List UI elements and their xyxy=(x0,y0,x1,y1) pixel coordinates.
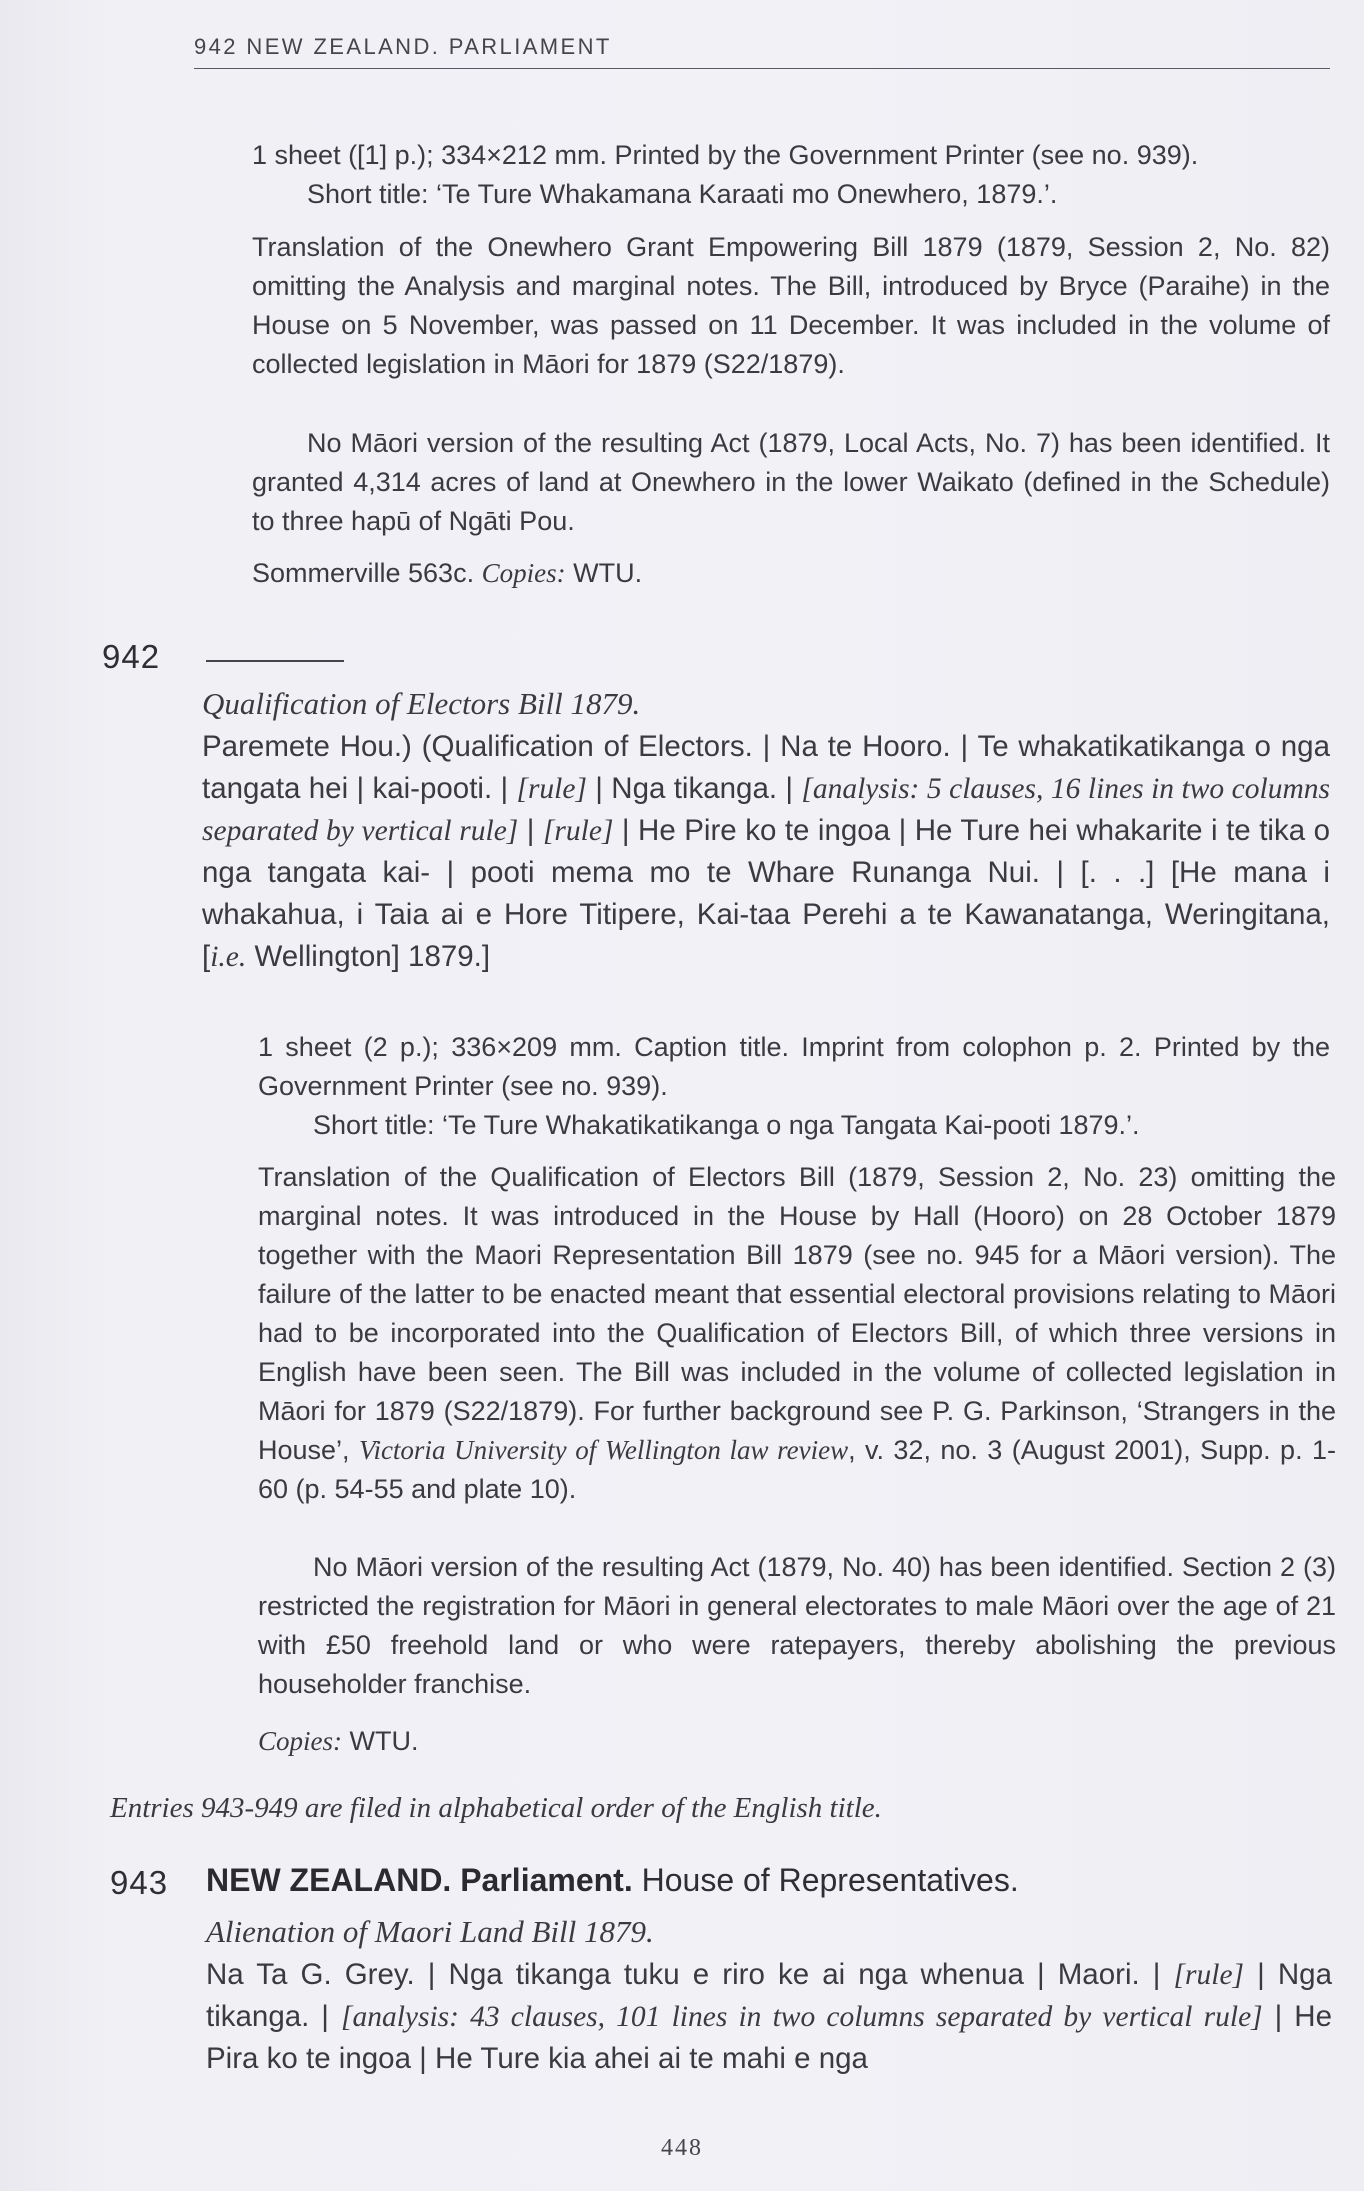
entry-943-transcription xyxy=(206,1954,1332,2080)
entry-942-note-2: No Māori version of the resulting Act (1879, No. 40) has been identified. Section 2 (3) restricted the registration for Māori in general electorates to male Māori over the age of 21 with £50 freehold land or who were ratepayers, thereby abolishing the previous householder franchise. xyxy=(258,1552,1336,1699)
entry-942-copies-value: WTU. xyxy=(342,1726,419,1756)
entry-942-transcription-part: Paremete Hou.) (Qualification of Electors. | Na te Hooro. | Te whakatikatikanga o nga tangata hei | kai-pooti. | xyxy=(202,730,1330,805)
entry-943-title: Alienation of Maori Land Bill 1879. xyxy=(206,1914,654,1949)
entry-942-number: 942 xyxy=(102,638,161,675)
entry-942-transcription-ie: i.e. xyxy=(210,941,247,973)
entry-942-physical-description xyxy=(258,1028,1330,1145)
entry-942-transcription-rule: [rule] xyxy=(542,815,614,847)
entry-943-transcription-rule: [rule] xyxy=(1173,1959,1245,1991)
entry-943-number: 943 xyxy=(110,1864,169,1901)
entry-942-note-1 xyxy=(258,1158,1336,1509)
entry-942-transcription xyxy=(202,726,1330,978)
entry-942-note-1-tail: , v. 32, no. 3 (August 2001), Supp. p. 1-60 (p. 54-55 and plate 10). xyxy=(258,1435,1336,1504)
entry-942-transcription-part: | He Pire ko te ingoa | He Ture hei whakarite i te tika o nga tangata kai- | pooti mema mo te Whare Runanga Nui. | [. . .] [He mana i whakahua, i Taia ai e Hore Titipere, Kai-taa Perehi a te Kawanatanga, Weringitana, [ xyxy=(202,814,1330,973)
entry-943-transcription-part: | Nga tikanga. | xyxy=(206,1958,1332,2033)
entry-941-note-1: Translation of the Onewhero Grant Empowering Bill 1879 (1879, Session 2, No. 82) omitting the Analysis and marginal notes. The Bill, introduced by Bryce (Paraihe) in the House on 5 November, was passed on 11 December. It was included in the volume of collected legislation in Māori for 1879 (S22/1879). xyxy=(252,232,1330,379)
entry-943-transcription-part: | He Pira ko te ingoa | He Ture kia ahei ai te mahi e nga xyxy=(206,2000,1333,2075)
entry-942-journal-title: Victoria University of Wellington law review xyxy=(358,1435,849,1465)
header-rule xyxy=(194,68,1330,69)
entry-942-transcription-part: | Nga tikanga. | xyxy=(586,772,802,805)
entry-942-transcription-part: | xyxy=(518,814,543,847)
entry-942-short-title: Short title: ‘Te Ture Whakatikatikanga o nga Tangata Kai-pooti 1879.’. xyxy=(313,1110,1140,1140)
entry-941-references xyxy=(252,554,1330,593)
entry-942-physical-text: 1 sheet (2 p.); 336×209 mm. Caption title. Imprint from colophon p. 2. Printed by the Government Printer (see no. 939). xyxy=(258,1032,1330,1101)
entry-942-transcription-analysis: [analysis: 5 clauses, 16 lines in two columns separated by vertical rule] xyxy=(202,773,1331,847)
entry-942-heading-dash xyxy=(206,660,344,662)
entry-941-refs-text: Sommerville 563c. xyxy=(252,558,482,588)
entry-942-note-1-text: Translation of the Qualification of Electors Bill (1879, Session 2, No. 23) omitting the marginal notes. It was introduced in the House by Hall (Hooro) on 28 October 1879 together with the Maori Representation Bill 1879 (see no. 945 for a Māori version). The failure of the latter to be enacted meant that essential electoral provisions relating to Māori had to be incorporated into the Qualification of Electors Bill, of which three versions in English have been seen. The Bill was included in the volume of collected legislation in Māori for 1879 (S22/1879). For further background see P. G. Parkinson, ‘Strangers in the House’, xyxy=(258,1162,1336,1465)
running-head: 942 NEW ZEALAND. PARLIAMENT xyxy=(194,34,612,59)
entry-943-heading-bold: NEW ZEALAND. Parliament. xyxy=(206,1862,633,1898)
entry-941-note-2: No Māori version of the resulting Act (1879, Local Acts, No. 7) has been identified. It granted 4,314 acres of land at Onewhero in the lower Waikato (defined in the Schedule) to three hapū of Ngāti Pou. xyxy=(252,428,1330,536)
entry-942-copies xyxy=(258,1722,1336,1761)
entry-942-transcription-rule: [rule] xyxy=(516,773,587,805)
filing-note: Entries 943-949 are filed in alphabetical order of the English title. xyxy=(110,1792,882,1824)
entry-943-transcription-analysis: [analysis: 43 clauses, 101 lines in two columns separated by vertical rule] xyxy=(340,2001,1263,2033)
entry-943-transcription-part: Na Ta G. Grey. | Nga tikanga tuku e riro ke ai nga whenua | Maori. | xyxy=(206,1958,1174,1991)
entry-943-heading-rest: House of Representatives. xyxy=(632,1862,1019,1898)
entry-943-heading xyxy=(206,1862,1019,1899)
entry-941-copies-label: Copies: xyxy=(481,558,566,588)
page-number: 448 xyxy=(661,2135,703,2161)
entry-941-physical-description xyxy=(252,136,1330,214)
entry-941-copies-value: WTU. xyxy=(565,558,643,588)
entry-941-physical-text: 1 sheet ([1] p.); 334×212 mm. Printed by the Government Printer (see no. 939). xyxy=(252,140,1199,170)
entry-942-copies-label: Copies: xyxy=(258,1726,342,1756)
entry-942-title: Qualification of Electors Bill 1879. xyxy=(202,686,641,721)
entry-941-short-title: Short title: ‘Te Ture Whakamana Karaati mo Onewhero, 1879.’. xyxy=(307,179,1058,209)
entry-942-transcription-part: Wellington] 1879.] xyxy=(246,940,491,973)
